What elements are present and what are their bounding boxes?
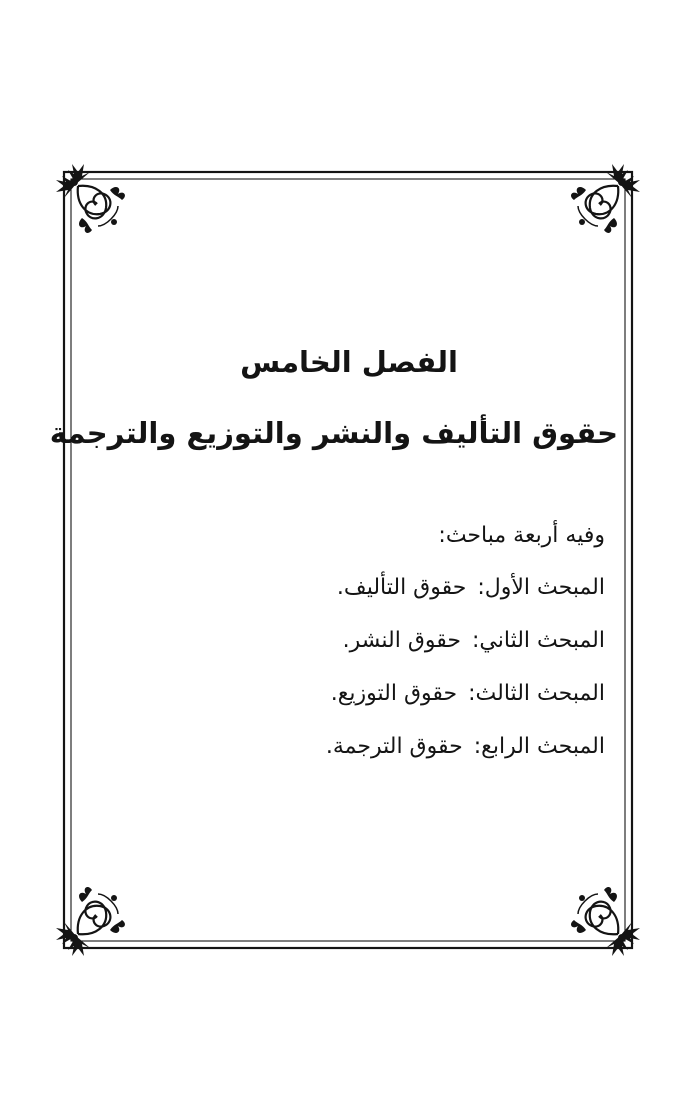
corner-ornament-top-right — [571, 164, 640, 233]
section-title: حقوق النشر. — [342, 628, 461, 653]
section-item-2 — [326, 621, 605, 674]
section-item-3 — [326, 674, 605, 727]
section-title: حقوق التوزيع. — [330, 681, 458, 706]
section-item-4 — [326, 727, 605, 780]
section-label: المبحث الأول: — [477, 575, 605, 600]
sections-intro: وفيه أربعة مباحث: — [438, 523, 605, 548]
chapter-subtitle: حقوق التأليف والنشر والتوزيع والترجمة — [49, 416, 618, 450]
corner-ornament-bottom-left — [56, 887, 125, 956]
chapter-title: الفصل الخامس — [240, 345, 458, 379]
section-item-1 — [326, 568, 605, 621]
corner-ornament-bottom-right — [571, 887, 640, 956]
section-label: المبحث الثاني: — [472, 628, 605, 653]
section-label: المبحث الرابع: — [473, 734, 605, 759]
section-title: حقوق التأليف. — [336, 575, 467, 600]
sections-list — [326, 568, 605, 780]
corner-ornament-top-left — [56, 164, 125, 233]
section-title: حقوق الترجمة. — [325, 734, 463, 759]
section-label: المبحث الثالث: — [468, 681, 605, 706]
